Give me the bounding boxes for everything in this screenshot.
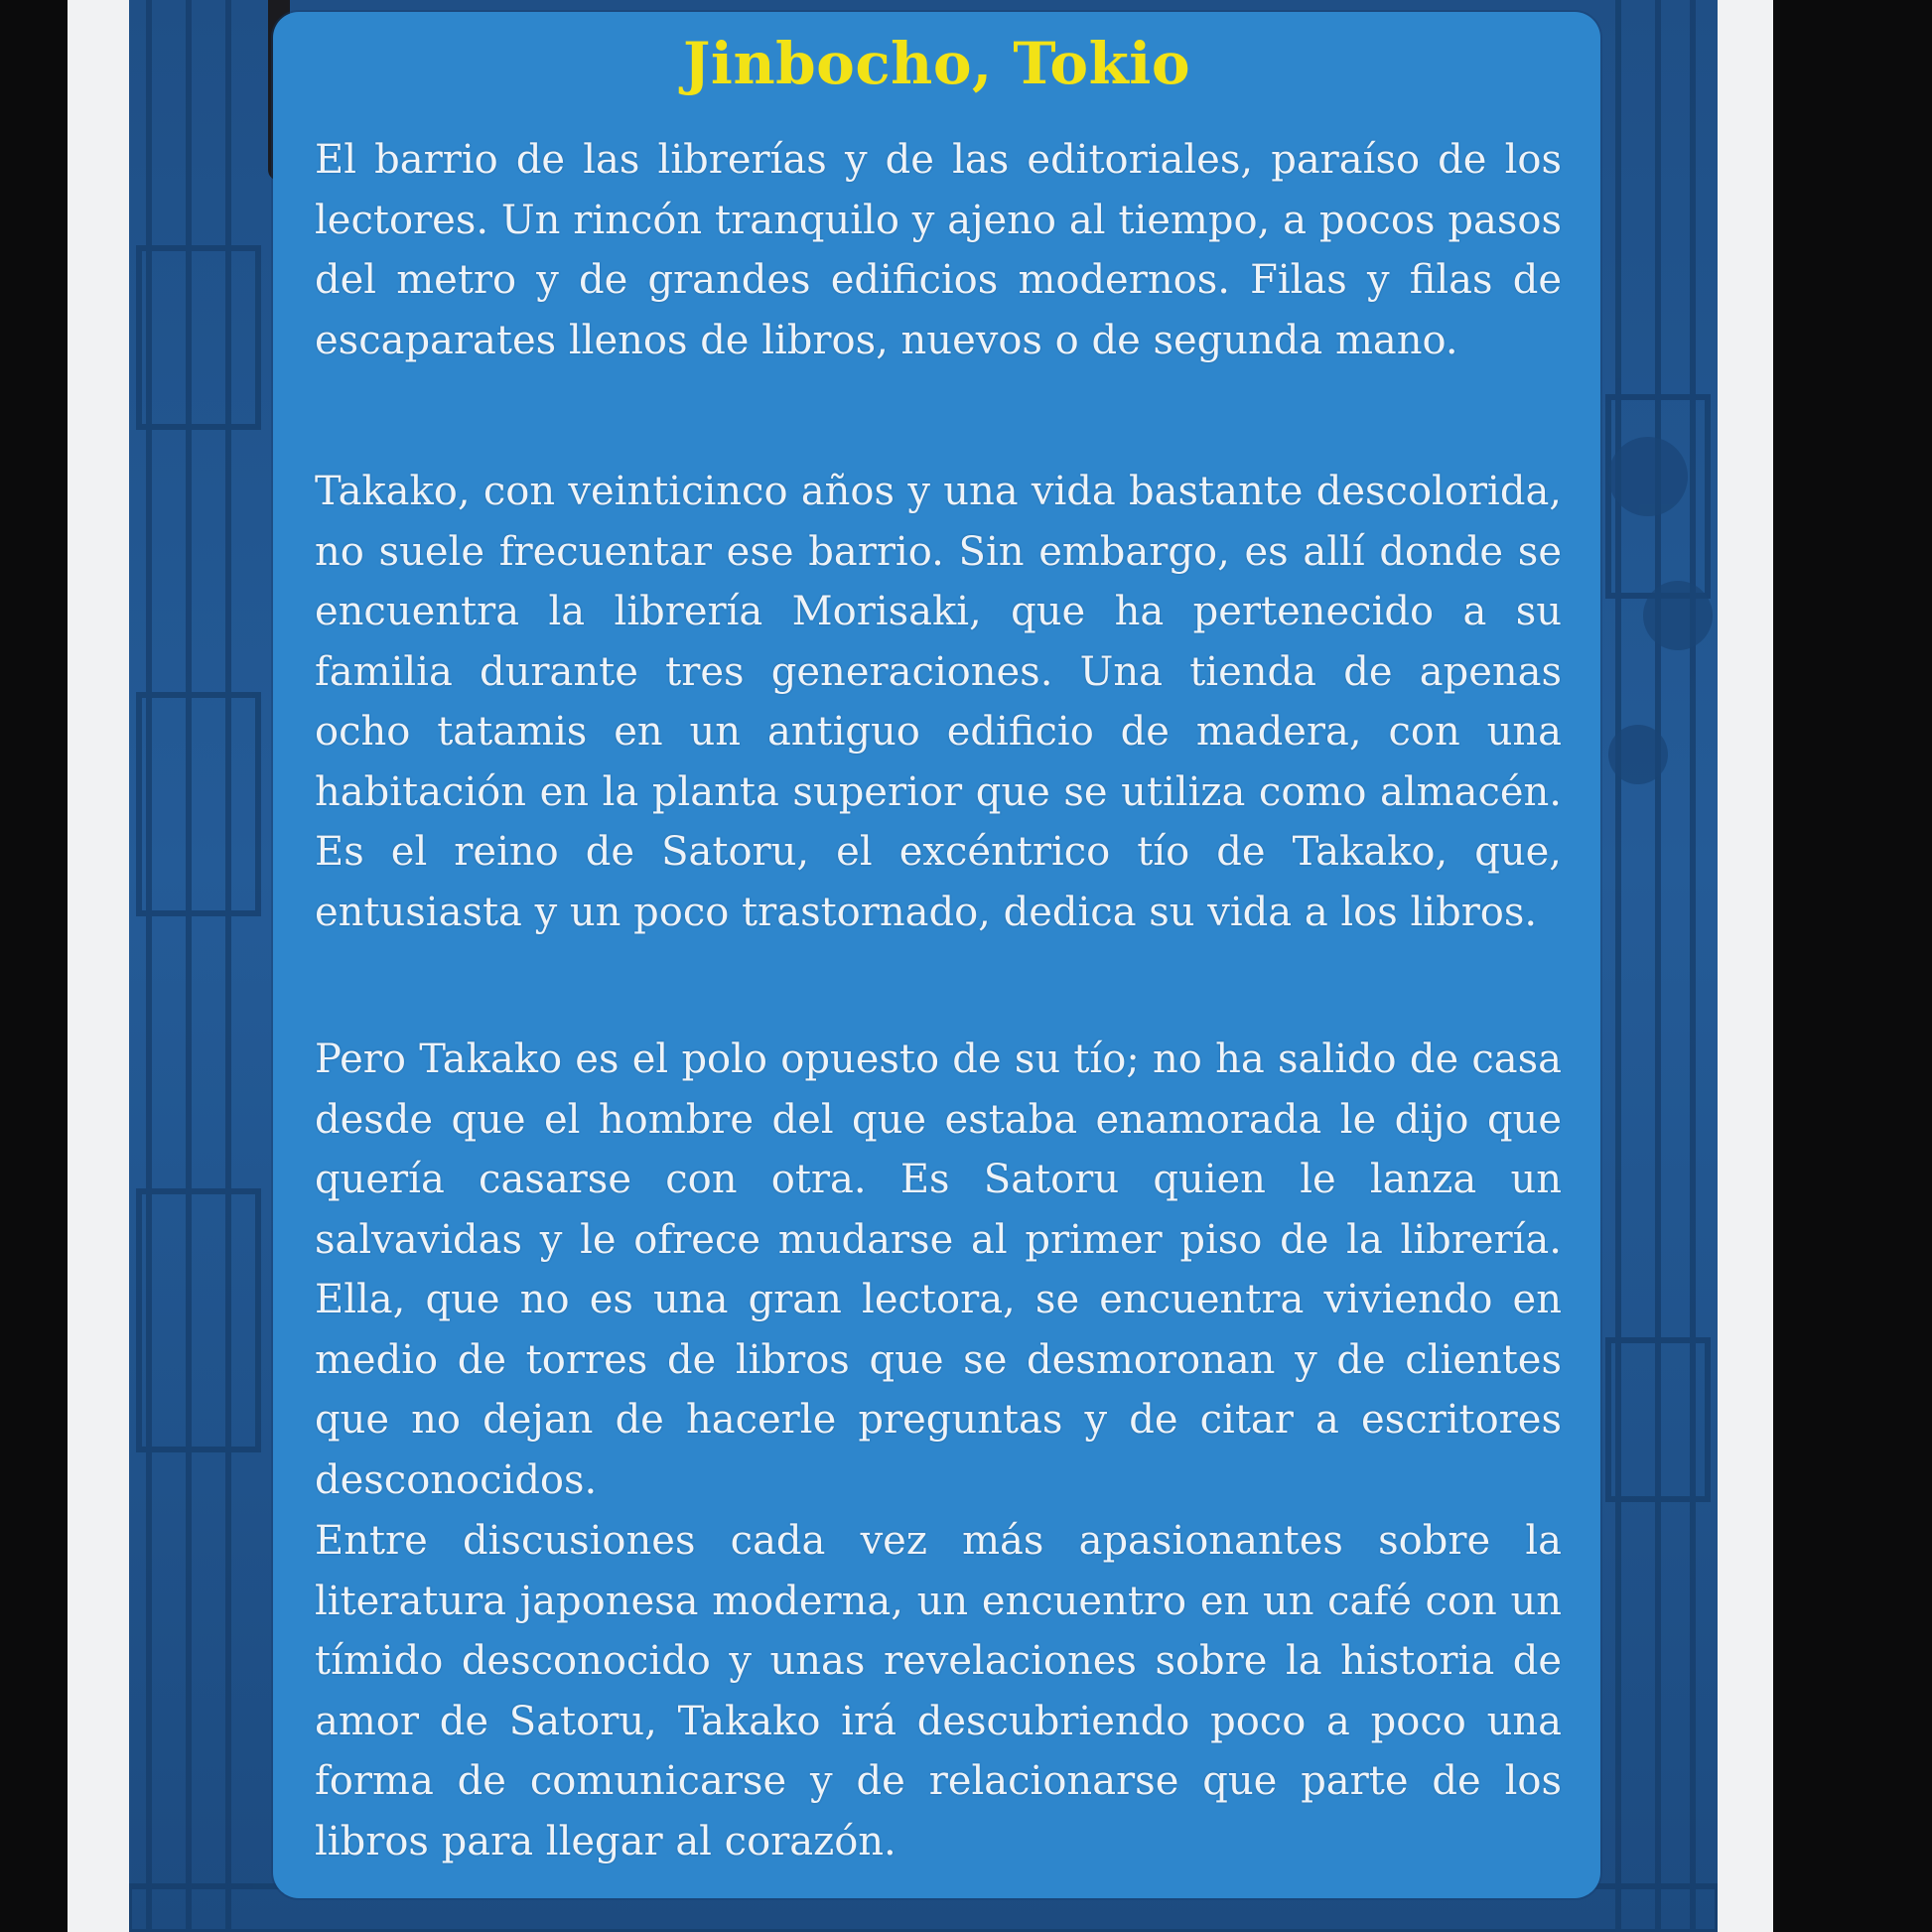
synopsis-paragraph-4: Entre discusiones cada vez más apasionantes sobre la literatura japonesa moderna, un encuentro en un café con un tímido desconocido y unas revelaciones sobre la historia de amor de Satoru, Takako irá descubriendo poco a poco una forma de comunicarse y de relacionarse que parte de los libros para llegar al corazón. bbox=[315, 1518, 1562, 1864]
synopsis-paragraph-2: Takako, con veinticinco años y una vida bastante descolorida, no suele frecuentar ese barrio. Sin embargo, es allí donde se encuentra la librería Morisaki, que ha pertenecido a su familia durante tres generaciones. Una tienda de apenas ocho tatamis en un antiguo edificio de madera, con una habitación en la planta superior que se utiliza como almacén. Es el reino de Satoru, el excéntrico tío de Takako, que, entusiasta y un poco trastornado, dedica su vida a los libros. bbox=[315, 469, 1562, 935]
synopsis-panel bbox=[273, 12, 1600, 1898]
book-title: Jinbocho, Tokio bbox=[682, 30, 1191, 97]
synopsis-paragraph-1: El barrio de las librerías y de las editoriales, paraíso de los lectores. Un rincón tranquilo y ajeno al tiempo, a pocos pasos del metro y de grandes edificios modernos. Filas y filas de escaparates llenos de libros, nuevos o de segunda mano. bbox=[315, 137, 1562, 363]
synopsis-paragraph-3: Pero Takako es el polo opuesto de su tío; no ha salido de casa desde que el hombre del que estaba enamorada le dijo que quería casarse con otra. Es Satoru quien le lanza un salvavidas y le ofrece mudarse al primer piso de la librería. Ella, que no es una gran lectora, se encuentra viviendo en medio de torres de libros que se desmoronan y de clientes que no dejan de hacerle preguntas y de citar a escritores desconocidos. bbox=[315, 1036, 1562, 1503]
